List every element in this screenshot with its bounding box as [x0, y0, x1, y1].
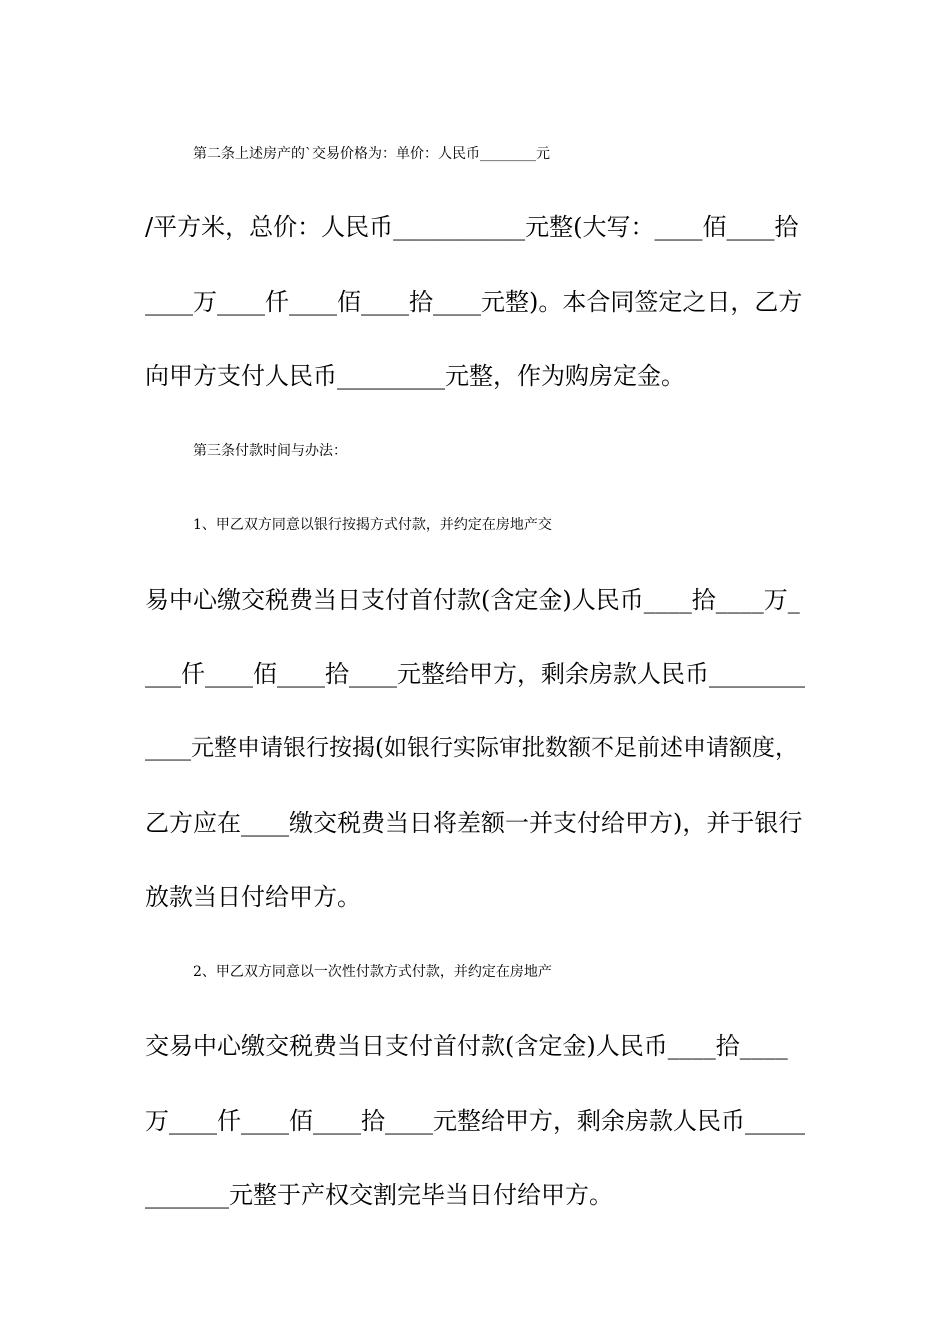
paragraph-line: 向甲方支付人民币_________元整，作为购房定金。	[145, 362, 685, 390]
article-3-heading: 第三条付款时间与办法：	[193, 443, 347, 459]
paragraph-line: 交易中心缴交税费当日支付首付款(含定金)人民币____拾____	[145, 1032, 788, 1060]
clause-1-first-line: 1、甲乙双方同意以银行按揭方式付款，并约定在房地产交	[193, 517, 552, 533]
paragraph-line: 万____仟____佰____拾____元整给甲方，剩余房款人民币_____	[145, 1107, 805, 1135]
paragraph-line: ____元整申请银行按揭(如银行实际审批数额不足前述申请额度，	[145, 735, 798, 761]
article-2-heading-line: 第二条上述房产的`交易价格为：单价：人民币________元	[193, 146, 550, 162]
paragraph-line: /平方米，总价：人民币___________元整(大写：____佰____拾	[145, 213, 799, 241]
paragraph-line: _______元整于产权交割完毕当日付给甲方。	[145, 1181, 613, 1209]
paragraph-line: 放款当日付给甲方。	[145, 883, 361, 911]
clause-2-first-line: 2、甲乙双方同意以一次性付款方式付款，并约定在房地产	[193, 964, 552, 980]
paragraph-line: 乙方应在____缴交税费当日将差额一并支付给甲方)，并于银行	[145, 809, 803, 837]
paragraph-line: 易中心缴交税费当日支付首付款(含定金)人民币____拾____万_	[145, 586, 800, 614]
paragraph-line: ____万____仟____佰____拾____元整)。本合同签定之日，乙方	[145, 288, 803, 316]
paragraph-line: ___仟____佰____拾____元整给甲方，剩余房款人民币________	[145, 660, 805, 688]
